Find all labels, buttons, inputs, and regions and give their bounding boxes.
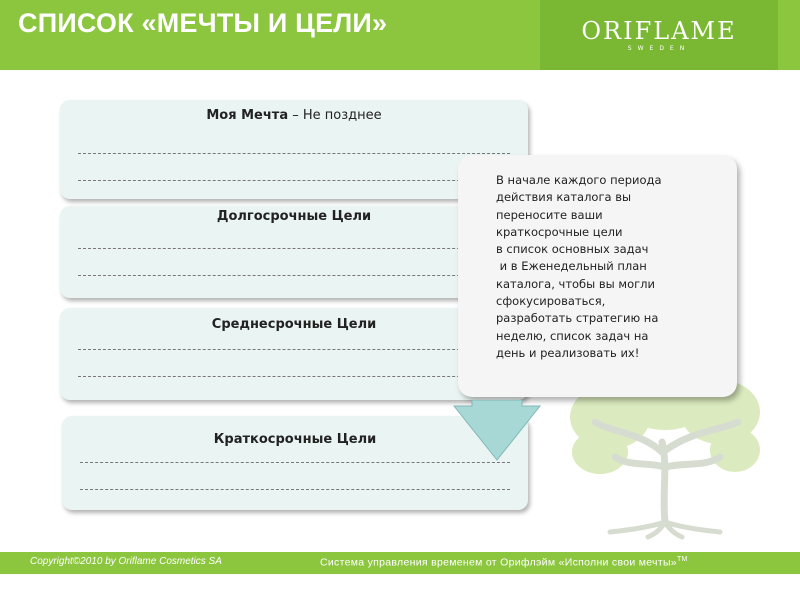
- footer-bar: [0, 552, 800, 574]
- dream-label: Моя Мечта: [206, 108, 289, 123]
- callout-box: [458, 155, 737, 397]
- dream-card-title: [60, 108, 528, 123]
- dream-line-2: [78, 180, 510, 181]
- short-term-line-2: [80, 489, 510, 490]
- tree-icon: [570, 372, 760, 540]
- logo-subtitle: SWEDEN: [627, 45, 691, 52]
- trademark-mark: TM: [676, 556, 688, 563]
- short-term-line-1: [80, 462, 510, 463]
- short-term-goals-title: Краткосрочные Цели: [213, 432, 377, 447]
- long-term-goals-title: Долгосрочные Цели: [216, 209, 372, 224]
- dream-deadline-label: – Не позднее: [288, 108, 382, 123]
- page-title: СПИСОК «МЕЧТЫ И ЦЕЛИ»: [18, 8, 388, 38]
- oriflame-logo: [540, 0, 778, 70]
- copyright-text: Copyright©2010 by Oriflame Cosmetics SA: [30, 556, 222, 567]
- arrow-down-icon: [452, 400, 542, 462]
- footer-tagline-text: Система управления временем от Орифлэйм «Исполни свои мечты»: [320, 556, 677, 569]
- callout-text: В начале каждого периода действия каталога вы переносите ваши краткосрочные цели в список основных задач и в Еженедельный план каталога, чтобы вы могли сфокусироваться, разработать стратегию на неделю, список задач на день и реализовать их!: [496, 173, 662, 360]
- mid-term-goals-title: Среднесрочные Цели: [211, 317, 377, 332]
- dream-line-1: [78, 153, 510, 154]
- logo-name: ORIFLAME: [581, 17, 737, 45]
- long-term-line-1: [78, 248, 510, 249]
- mid-term-line-1: [78, 349, 510, 350]
- long-term-line-2: [78, 275, 510, 276]
- header-bar: [0, 0, 800, 70]
- footer-tagline: [320, 556, 688, 569]
- mid-term-line-2: [78, 376, 510, 377]
